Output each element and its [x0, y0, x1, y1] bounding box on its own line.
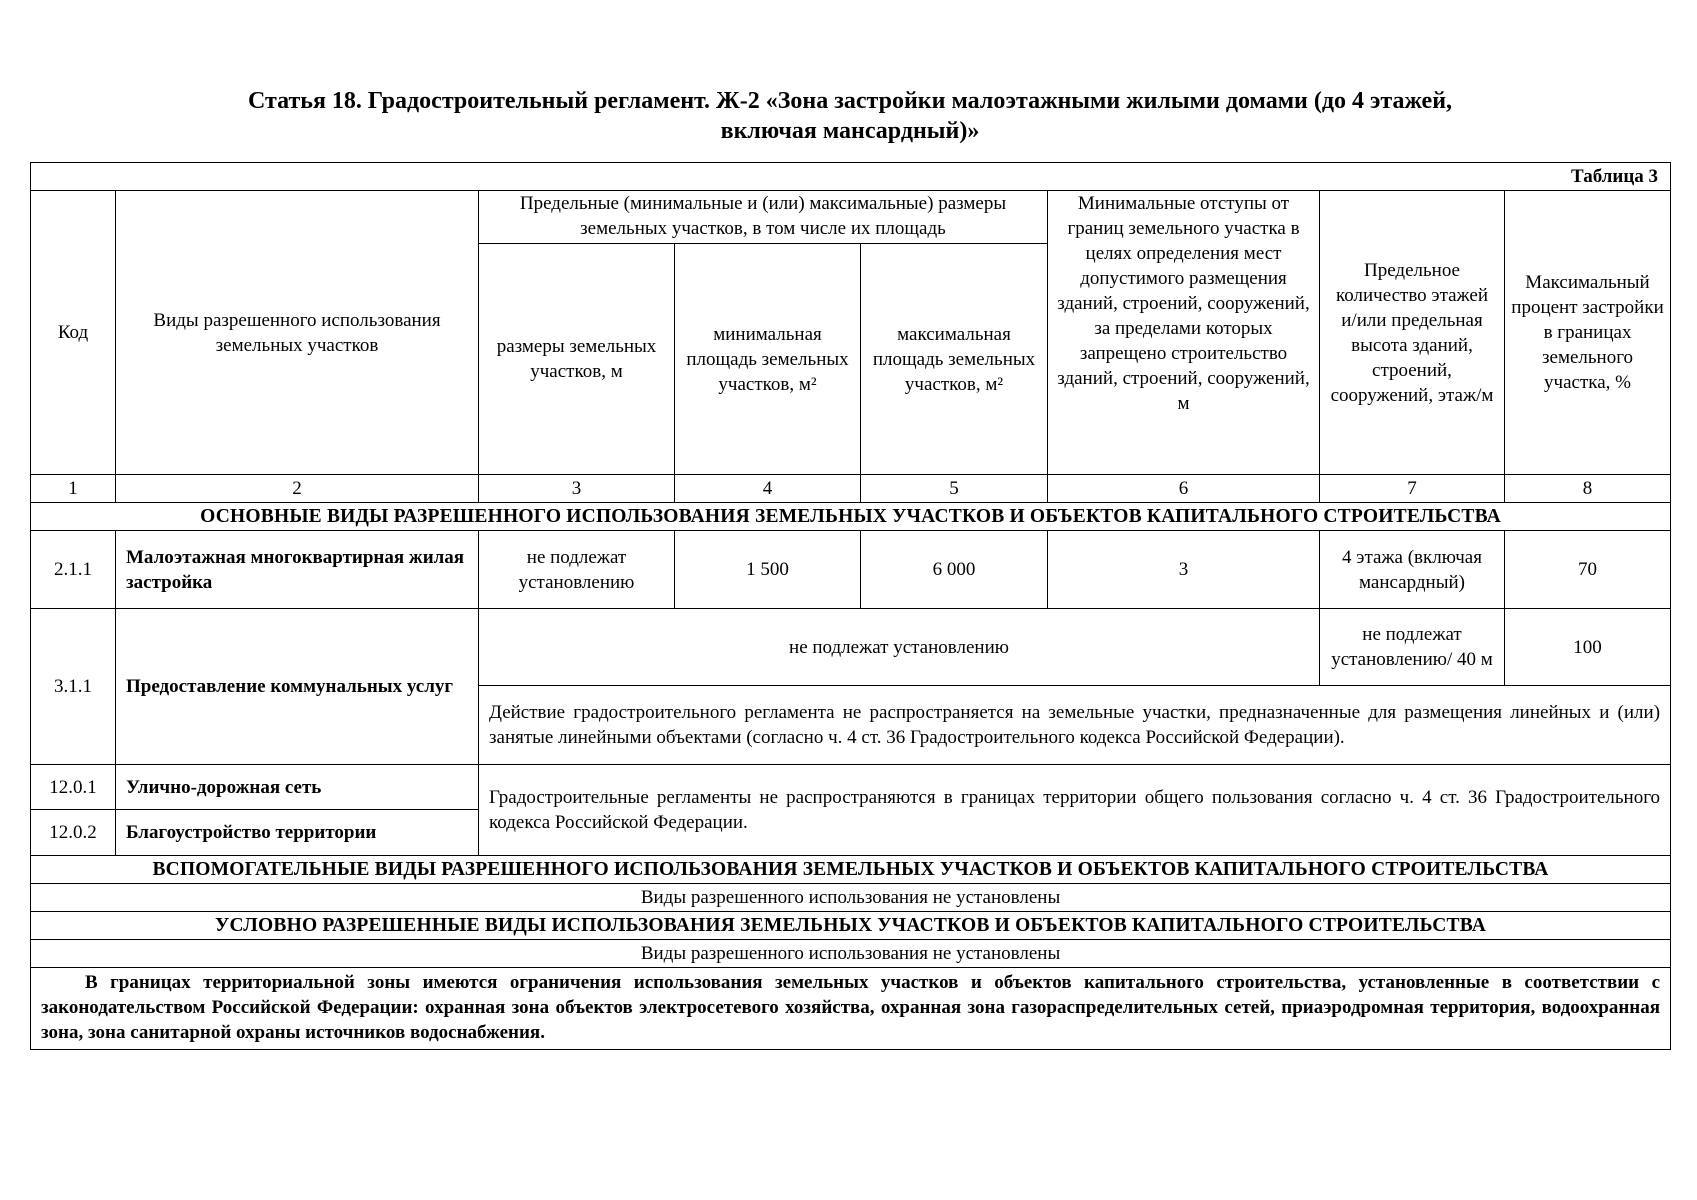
section-conditional-value: Виды разрешенного использования не установлены — [31, 940, 1671, 968]
restrictions-note — [31, 968, 1671, 1050]
header-code: Код — [31, 191, 116, 475]
header-floors: Предельное количество этажей и/или предельная высота зданий, строений, сооружений, этаж/м — [1320, 191, 1505, 475]
row-use-name: Благоустройство территории — [116, 810, 479, 856]
row-code: 12.0.2 — [31, 810, 116, 856]
page-title — [30, 86, 1670, 146]
row-floors: не подлежат установлению/ 40 м — [1320, 609, 1505, 686]
regulation-table — [30, 162, 1671, 1050]
restrictions-note-text: В границах территориальной зоны имеются ограничения использования земельных участков и объектов капитального строительства, установленные в соответствии с законодательством Российской Федерации: охранная зона объектов электросетевого хозяйства, охранная зона газораспределительных сетей, приаэродромная территория, водоохранная зона, зона санитарной охраны источников водоснабжения. — [41, 972, 1661, 1043]
row-public-territory-note: Градостроительные регламенты не распространяются в границах территории общего пользования согласно ч. 4 ст. 36 Градостроительного кодекса Российской Федерации. — [479, 765, 1671, 856]
column-number: 5 — [861, 475, 1048, 503]
header-plot-limits: Предельные (минимальные и (или) максимальные) размеры земельных участков, в том числе их площадь — [479, 191, 1048, 244]
row-plot-size: не подлежат установлению — [479, 531, 675, 609]
column-number: 4 — [675, 475, 861, 503]
column-number: 7 — [1320, 475, 1505, 503]
header-min-area: минимальная площадь земельных участков, м² — [675, 244, 861, 475]
header-coverage: Максимальный процент застройки в границах земельного участка, % — [1505, 191, 1671, 475]
column-number: 2 — [116, 475, 479, 503]
title-line-1: Статья 18. Градостроительный регламент. Ж-2 «Зона застройки малоэтажными жилыми домами (до 4 этажей, — [247, 88, 1453, 114]
row-max-area: 6 000 — [861, 531, 1048, 609]
row-use-name: Малоэтажная многоквартирная жилая застройка — [116, 531, 479, 609]
row-use-name: Предоставление коммунальных услуг — [116, 609, 479, 765]
section-auxiliary-heading: ВСПОМОГАТЕЛЬНЫЕ ВИДЫ РАЗРЕШЕННОГО ИСПОЛЬЗОВАНИЯ ЗЕМЕЛЬНЫХ УЧАСТКОВ И ОБЪЕКТОВ КАПИТАЛЬНОГО СТРОИТЕЛЬСТВА — [31, 856, 1671, 884]
column-number: 1 — [31, 475, 116, 503]
column-number: 8 — [1505, 475, 1671, 503]
header-max-area: максимальная площадь земельных участков, м² — [861, 244, 1048, 475]
title-line-2: включая мансардный)» — [720, 118, 980, 144]
row-merged-value: не подлежат установлению — [479, 609, 1320, 686]
row-coverage: 70 — [1505, 531, 1671, 609]
section-conditional-heading: УСЛОВНО РАЗРЕШЕННЫЕ ВИДЫ ИСПОЛЬЗОВАНИЯ ЗЕМЕЛЬНЫХ УЧАСТКОВ И ОБЪЕКТОВ КАПИТАЛЬНОГО СТРОИТЕЛЬСТВА — [31, 912, 1671, 940]
row-setback: 3 — [1048, 531, 1320, 609]
row-use-name: Улично-дорожная сеть — [116, 765, 479, 810]
section-auxiliary-value: Виды разрешенного использования не установлены — [31, 884, 1671, 912]
column-number: 6 — [1048, 475, 1320, 503]
section-main-heading: ОСНОВНЫЕ ВИДЫ РАЗРЕШЕННОГО ИСПОЛЬЗОВАНИЯ ЗЕМЕЛЬНЫХ УЧАСТКОВ И ОБЪЕКТОВ КАПИТАЛЬНОГО СТРОИТЕЛЬСТВА — [31, 503, 1671, 531]
row-code: 3.1.1 — [31, 609, 116, 765]
row-min-area: 1 500 — [675, 531, 861, 609]
table-number: Таблица 3 — [31, 163, 1671, 191]
column-number: 3 — [479, 475, 675, 503]
header-setbacks: Минимальные отступы от границ земельного участка в целях определения мест допустимого размещения зданий, строений, сооружений, за пределами которых запрещено строительство зданий, строений, сооружений, м — [1048, 191, 1320, 475]
header-plot-size: размеры земельных участков, м — [479, 244, 675, 475]
header-use-type: Виды разрешенного использования земельных участков — [116, 191, 479, 475]
row-floors: 4 этажа (включая мансардный) — [1320, 531, 1505, 609]
row-linear-objects-note: Действие градостроительного регламента не распространяется на земельные участки, предназначенные для размещения линейных и (или) занятые линейными объектами (согласно ч. 4 ст. 36 Градостроительного кодекса Российской Федерации). — [479, 686, 1671, 765]
row-code: 12.0.1 — [31, 765, 116, 810]
row-coverage: 100 — [1505, 609, 1671, 686]
row-code: 2.1.1 — [31, 531, 116, 609]
